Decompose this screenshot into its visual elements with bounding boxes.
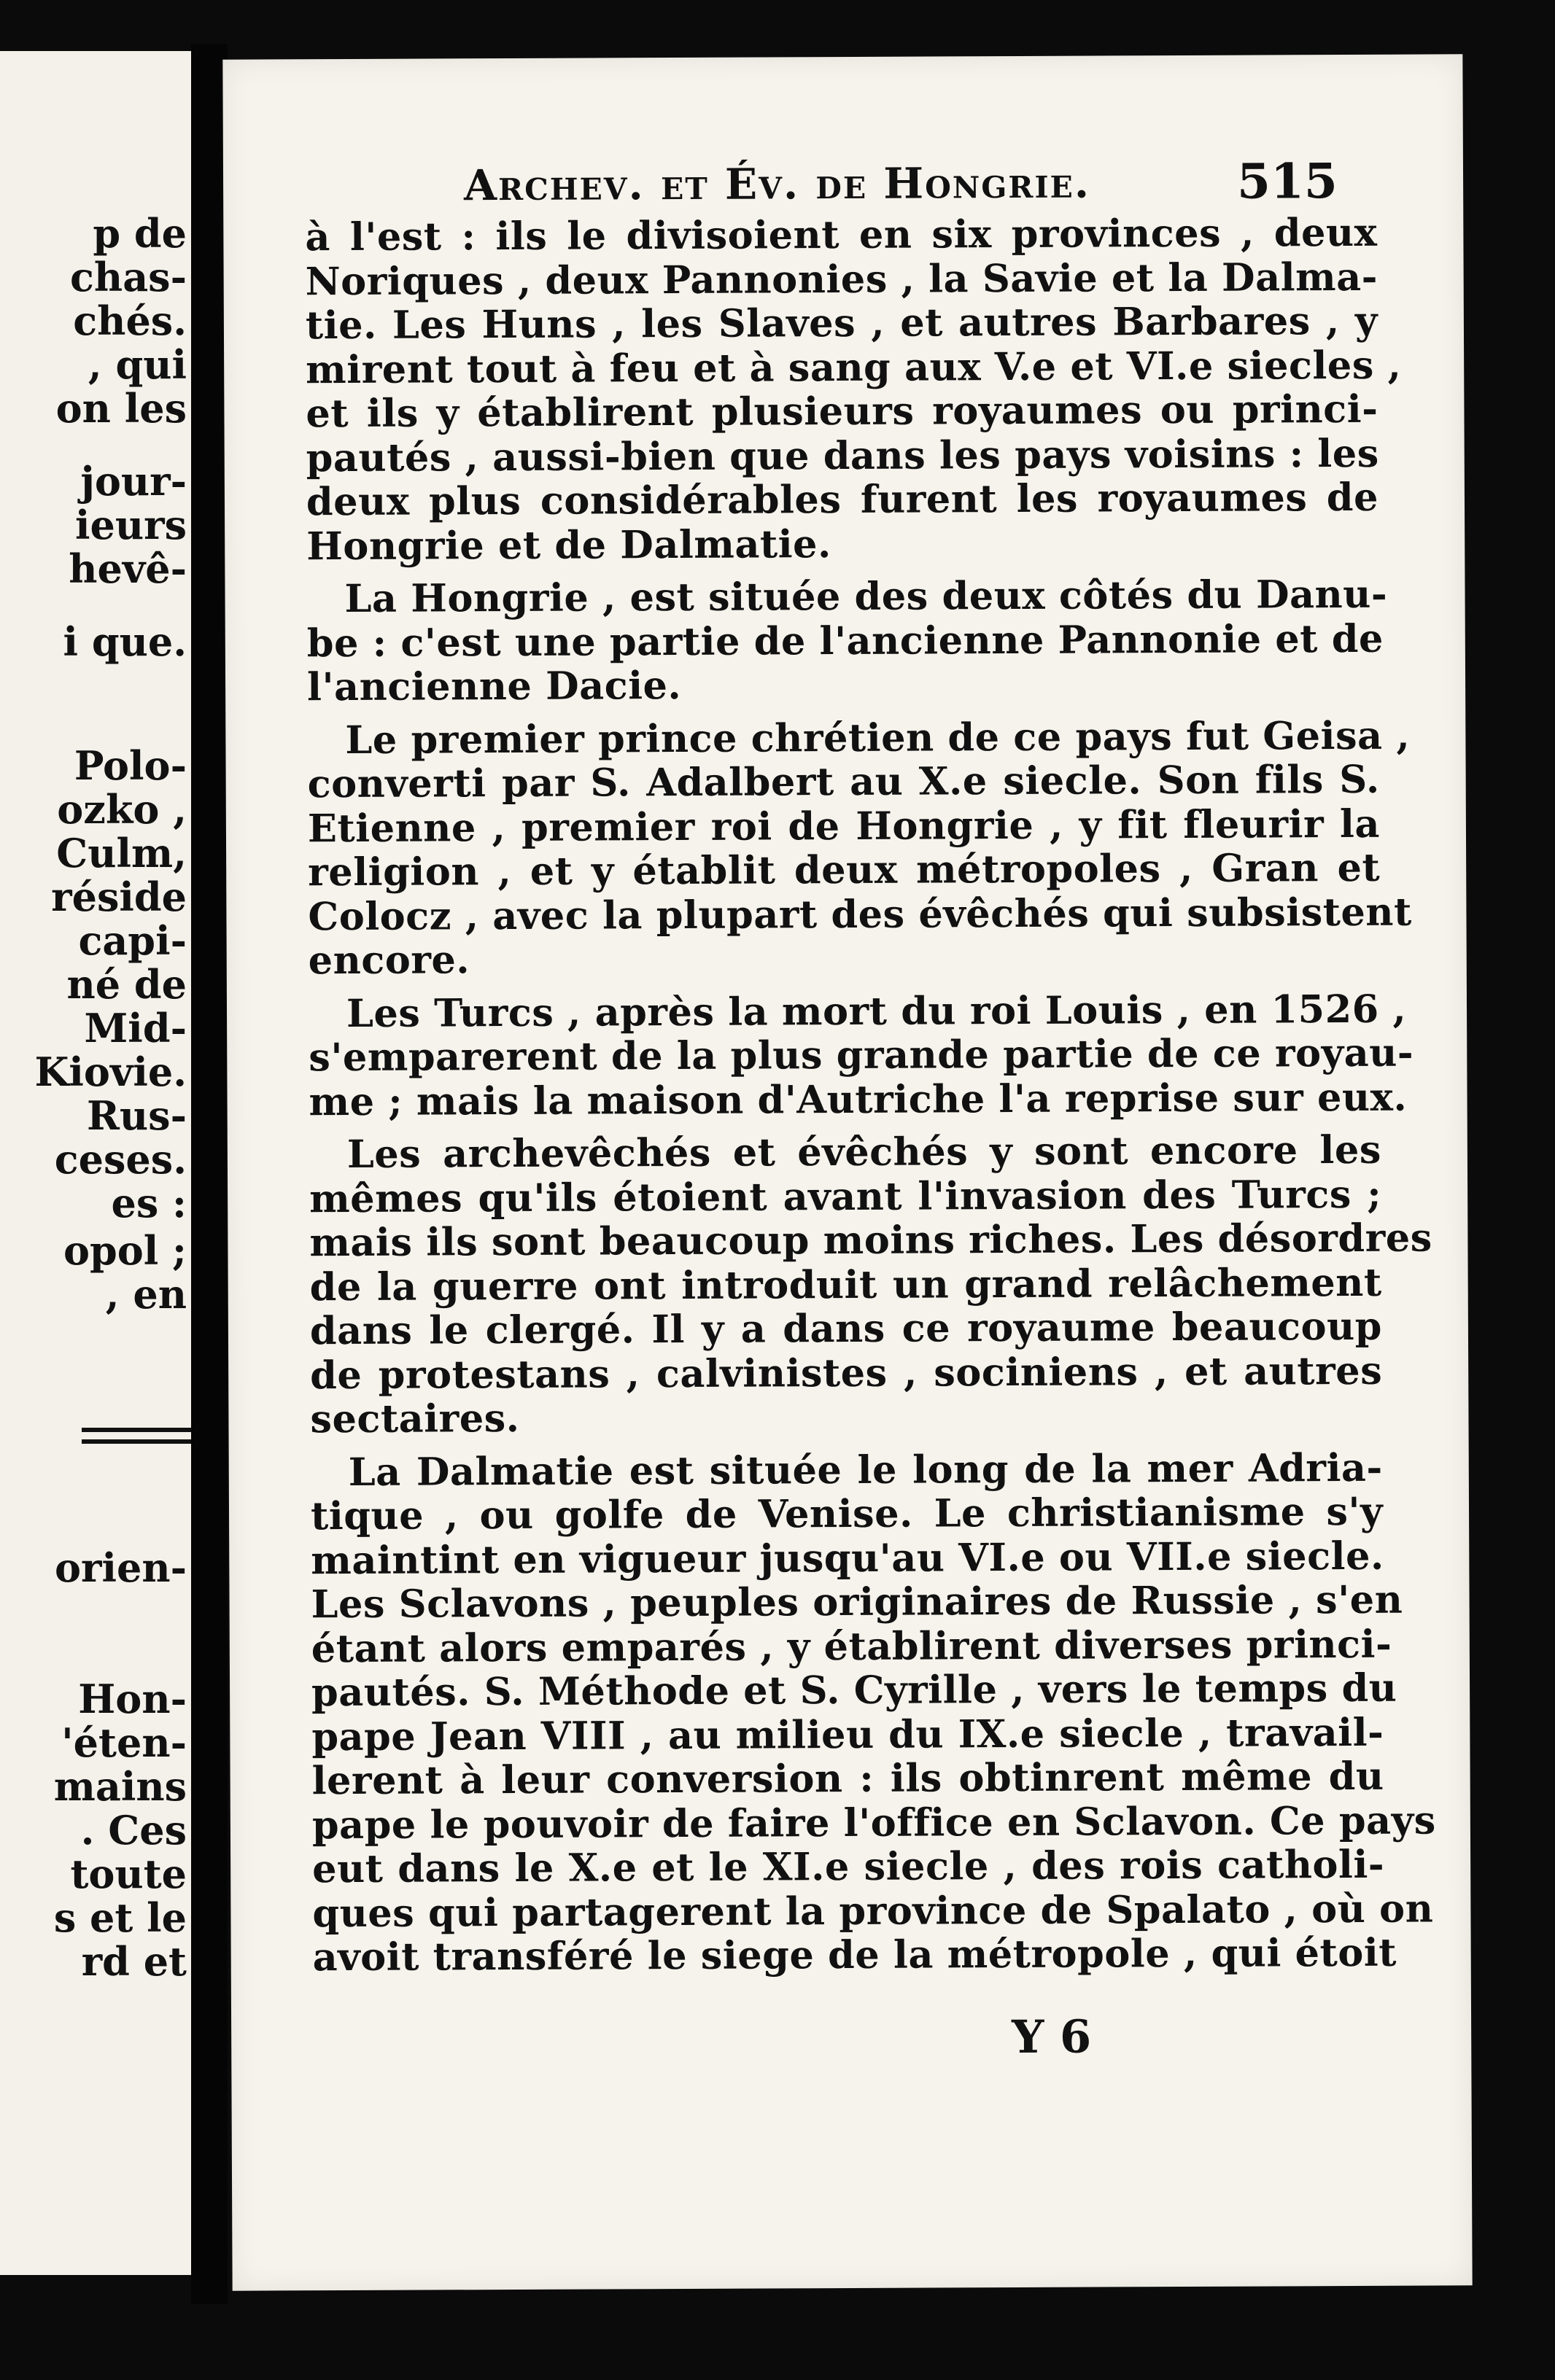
signature-mark: Y 6 (1012, 2010, 1092, 2064)
facing-page-text: s et le (53, 1894, 187, 1941)
facing-page-text: i que. (63, 618, 187, 665)
text-line: de protestans , calvinistes , sociniens , et autres (310, 1348, 1383, 1398)
facing-page-text: Culm, (56, 830, 187, 876)
paragraph (305, 210, 1402, 569)
facing-page-text: capi- (78, 917, 187, 964)
facing-page-text: chés. (73, 298, 187, 344)
text-line: eut dans le X.e et le XI.e siecle , des rois catholi- (312, 1842, 1385, 1892)
running-head: Archev. et Év. de Hongrie. (463, 158, 1091, 211)
facing-page-text: on les (55, 385, 187, 432)
text-line: avoit transféré le siege de la métropole , qui étoit (312, 1930, 1397, 1980)
text-line: Les archevêchés et évêchés y sont encore les (346, 1127, 1382, 1177)
book-spine (191, 44, 228, 2304)
text-line: Les Turcs , après la mort du roi Louis , en 1526 , (346, 987, 1407, 1036)
paragraph (306, 572, 1388, 710)
text-line: pape Jean VIII , au milieu du IX.e siecle , travail- (311, 1710, 1384, 1759)
text-line: Le premier prince chrétien de ce pays fut Geisa , (345, 713, 1411, 763)
text-line: converti par S. Adalbert au X.e siecle. Son fils S. (307, 757, 1380, 807)
text-line: de la guerre ont introduit un grand relâchement (309, 1260, 1382, 1310)
text-line: mêmes qu'ils étoient avant l'invasion des Turcs ; (309, 1172, 1382, 1221)
facing-page-text: p de (93, 210, 187, 257)
facing-page-text: né de (66, 961, 187, 1008)
text-line: mais ils sont beaucoup moins riches. Les désordres (309, 1216, 1432, 1266)
text-line: Colocz , avec la plupart des évêchés qui subsistent (308, 890, 1412, 939)
text-line: étant alors emparés , y établirent diverses princi- (311, 1622, 1392, 1671)
text-line: Etienne , premier roi de Hongrie , y fit fleurir la (307, 801, 1381, 851)
text-line: La Hongrie , est située des deux côtés du Danu- (344, 572, 1388, 622)
facing-page-text: jour- (80, 458, 187, 505)
book-page (222, 54, 1472, 2290)
facing-page-text: mains (53, 1763, 187, 1810)
paragraph (310, 1445, 1436, 1980)
text-line: me ; mais la maison d'Autriche l'a reprise sur eux. (309, 1075, 1408, 1124)
text-line: religion , et y établit deux métropoles , Gran et (308, 845, 1381, 895)
text-line: mirent tout à feu et à sang aux V.e et VI.e siecles , (306, 343, 1402, 392)
facing-page-text: Hon- (78, 1676, 187, 1722)
facing-page-text: orien- (54, 1544, 187, 1591)
text-line: pautés , aussi-bien que dans les pays voisins : les (306, 431, 1379, 481)
facing-page-text: toute (70, 1851, 187, 1897)
text-line: à l'est : ils le divisoient en six provinces , deux (305, 210, 1378, 260)
paragraph (307, 713, 1412, 984)
text-line: maintint en vigueur jusqu'au VI.e ou VII.e siecle. (311, 1533, 1384, 1583)
text-line: Noriques , deux Pannonies , la Savie et la Dalma- (305, 254, 1378, 304)
text-line: deux plus considérables furent les royaumes de (306, 475, 1379, 525)
text-line: lerent à leur conversion : ils obtinrent même du (311, 1754, 1384, 1804)
facing-page-text: ieurs (75, 502, 187, 548)
facing-page-text: opol ; (63, 1227, 187, 1274)
facing-page-text: rd et (81, 1938, 187, 1985)
page-number: 515 (1236, 152, 1338, 210)
facing-page-text: Mid- (84, 1005, 187, 1051)
facing-page-text: es : (111, 1180, 187, 1226)
text-line: sectaires. (310, 1396, 520, 1442)
facing-page-text: ozko , (57, 786, 187, 833)
text-line: La Dalmatie est située le long de la mer Adria- (348, 1445, 1383, 1495)
rule-line (82, 1428, 191, 1432)
body-text (305, 210, 1436, 1980)
text-line: tie. Les Huns , les Slaves , et autres Barbares , y (305, 298, 1378, 349)
text-line: et ils y établirent plusieurs royaumes ou princi- (306, 386, 1378, 437)
text-line: l'ancienne Dacie. (306, 663, 682, 710)
facing-page-text: hevê- (69, 545, 187, 592)
facing-page-text: 'éten- (61, 1719, 187, 1766)
rule-line (82, 1439, 191, 1444)
text-line: pautés. S. Méthode et S. Cyrille , vers le temps du (311, 1665, 1397, 1716)
paragraph (309, 987, 1414, 1124)
text-line: dans le clergé. Il y a dans ce royaume beaucoup (309, 1304, 1383, 1354)
text-line: Hongrie et de Dalmatie. (306, 521, 831, 569)
text-line: s'emparerent de la plus grande partie de ce royau- (309, 1030, 1414, 1081)
text-line: ques qui partagerent la province de Spalato , où on (312, 1886, 1434, 1936)
text-line: encore. (308, 938, 470, 984)
facing-page-text: Kiovie. (34, 1049, 187, 1095)
facing-page-text: Rus- (87, 1092, 187, 1139)
facing-page-fragment (0, 51, 191, 2275)
text-line: be : c'est une partie de l'ancienne Pannonie et de (306, 616, 1384, 666)
text-line: Les Sclavons , peuples originaires de Russie , s'en (311, 1577, 1403, 1628)
facing-page-text: réside (51, 874, 187, 920)
facing-page-text: . Ces (80, 1807, 187, 1854)
facing-page-text: Polo- (74, 742, 187, 789)
facing-page-text: ceses. (54, 1136, 187, 1183)
paragraph (309, 1127, 1432, 1442)
facing-page-text: , en (105, 1271, 187, 1318)
facing-page-text: , qui (88, 341, 187, 388)
text-line: pape le pouvoir de faire l'office en Sclavon. Ce pays (311, 1797, 1436, 1848)
facing-page-text: chas- (70, 254, 187, 300)
text-line: tique , ou golfe de Venise. Le christianisme s'y (310, 1489, 1384, 1539)
